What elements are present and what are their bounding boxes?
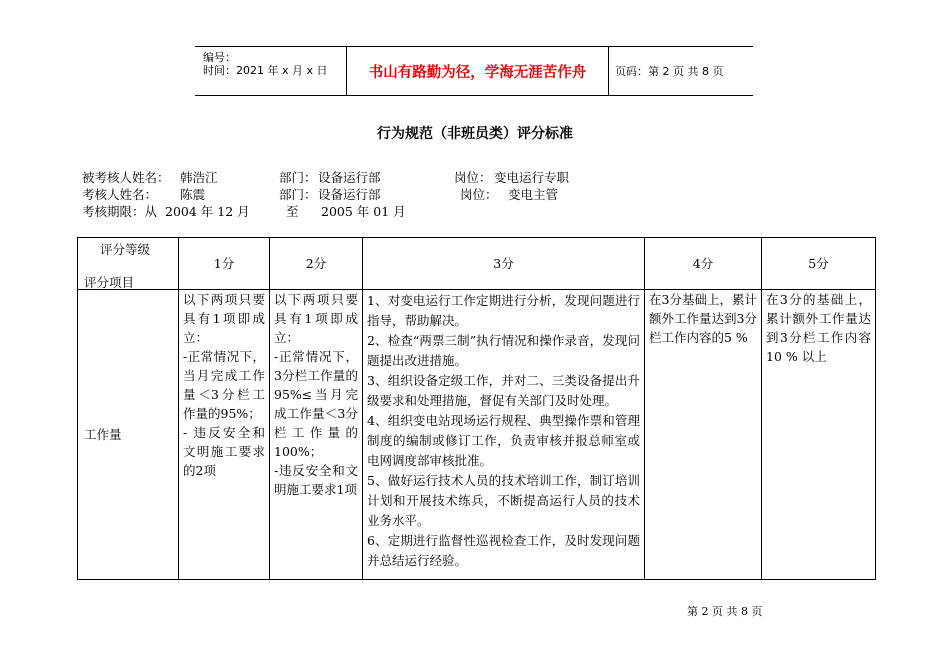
period-from: 2004 年 12 月 (165, 204, 250, 219)
header-score-2: 2分 (270, 238, 363, 290)
dept1-label: 部门： (279, 170, 317, 185)
header-score-5: 5分 (762, 238, 876, 290)
examiner-name: 陈震 (180, 187, 206, 202)
corner-item-label: 评分项目 (84, 275, 135, 290)
row-label-workload: 工作量 (78, 290, 179, 580)
page-footer: 第 2 页 共 8 页 (687, 605, 763, 618)
cell-score-1: 以下两项只要具有1项即成立： -正常情况下，当月完成工作量＜3分栏工作量的95%； - 违反安全和文明施工要求的2项 (179, 290, 270, 580)
motto: 书山有路勤为径，学海无涯苦作舟 (347, 47, 609, 96)
table-header-row (78, 238, 876, 290)
cell-score-4: 在3分基础上，累计额外工作量达到3分栏工作内容的5 % (645, 290, 762, 580)
time-label: 时间：2021 年 x 月 x 日 (203, 64, 328, 77)
dept2-label: 部门： (279, 187, 317, 202)
table-corner (78, 238, 179, 290)
examiner-label: 考核人姓名： (82, 187, 158, 202)
post1-label: 岗位： (454, 170, 492, 185)
header-meta (195, 47, 347, 96)
page-header (195, 46, 753, 96)
examinee-name: 韩浩江 (180, 170, 218, 185)
post2-label: 岗位： (460, 187, 498, 202)
dept1-value: 设备运行部 (318, 170, 381, 185)
header-score-4: 4分 (645, 238, 762, 290)
table-row (78, 290, 876, 580)
post2-value: 变电主管 (508, 187, 559, 202)
header-score-1: 1分 (179, 238, 270, 290)
scoring-table (77, 237, 876, 580)
header-score-3: 3分 (363, 238, 645, 290)
cell-score-2: 以下两项只要具有1项即成立： -正常情况下，3分栏工作量的95%≤当月完成工作量＜3分栏工作量的100%； -违反安全和文明施工要求1项 (270, 290, 363, 580)
cell-score-5: 在3分的基础上，累计额外工作量达到3分栏工作内容10 % 以上 (762, 290, 876, 580)
examinee-label: 被考核人姓名： (82, 170, 170, 185)
period-label: 考核期限：从 (82, 204, 158, 219)
number-label: 编号： (203, 51, 236, 64)
corner-grade-label: 评分等级 (100, 242, 151, 257)
cell-score-3: 1、对变电运行工作定期进行分析，发现问题进行指导，帮助解决。 2、检查“两票三制”执行情况和操作录音，发现问题提出改进措施。 3、组织设备定级工作，并对二、三类设备提出升级要求和处理措施，督促有关部门及时处理。 4、组织变电站现场运行规程、典型操作票和管理制度的编制或修订工作，负责审核并报总师室或电网调度部审核批准。 5、做好运行技术人员的技术培训工作，制订培训计划和开展技术练兵，不断提高运行人员的技术业务水平。 6、定期进行监督性巡视检查工作，及时发现问题并总结运行经验。 (363, 290, 645, 580)
page-number: 页码：第 2 页 共 8 页 (609, 47, 754, 96)
post1-value: 变电运行专职 (494, 170, 570, 185)
dept2-value: 设备运行部 (318, 187, 381, 202)
period-to: 2005 年 01 月 (321, 204, 406, 219)
period-to-label: 至 (286, 204, 299, 219)
document-title: 行为规范（非班员类）评分标准 (377, 126, 573, 142)
